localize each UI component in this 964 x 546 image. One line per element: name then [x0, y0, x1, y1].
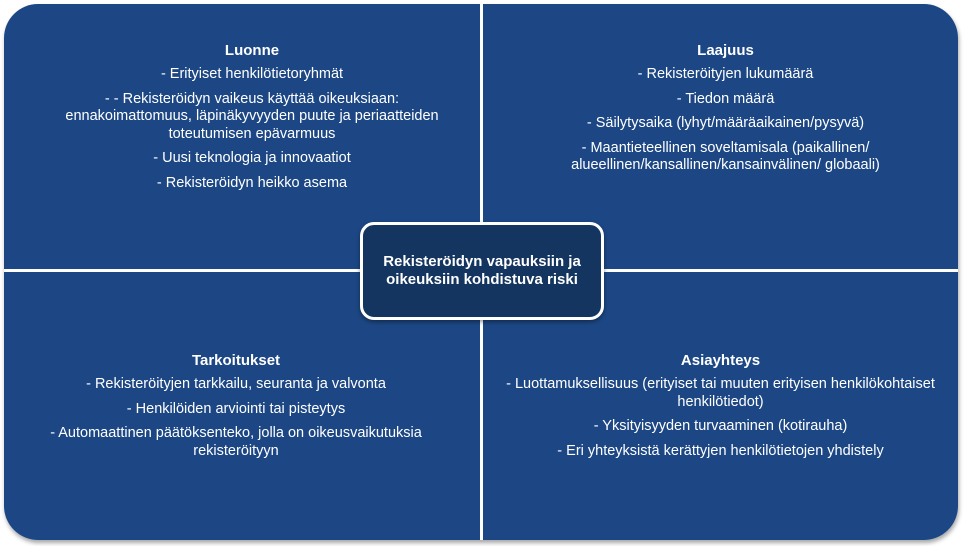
list-item: - Rekisteröidyn heikko asema	[156, 174, 348, 191]
quadrant-scope-title: Laajuus	[697, 42, 754, 59]
list-item: - Automaattinen päätöksenteko, jolla on oikeusvaikutuksia rekisteröityyn	[50, 425, 422, 459]
list-item: - Rekisteröityjen tarkkailu, seuranta ja valvonta	[86, 376, 386, 392]
list-item: - Tiedon määrä	[676, 90, 775, 107]
quadrant-purposes-title: Tarkoitukset	[191, 352, 281, 369]
quadrant-purposes-content	[12, 352, 460, 467]
list-item: - Luottamuksellisuus (erityiset tai muuten erityisen henkilökohtaiset henkilötiedot)	[506, 376, 935, 410]
quadrant-context-list	[503, 376, 938, 460]
list-item: - Henkilöiden arviointi tai pisteytys	[126, 400, 346, 417]
quadrant-scope-content	[523, 42, 928, 182]
quadrant-purposes-list	[12, 376, 460, 460]
quadrant-context-content	[503, 352, 938, 467]
center-risk-box	[360, 222, 604, 320]
list-item: - Uusi teknologia ja innovaatiot	[153, 150, 351, 166]
list-item: - Erityiset henkilötietoryhmät	[160, 66, 344, 82]
list-item: - Säilytysaika (lyhyt/määräaikainen/pysyvä)	[586, 115, 865, 131]
list-item: - Rekisteröityjen lukumäärä	[637, 66, 814, 82]
list-item: - Yksityisyyden turvaaminen (kotirauha)	[593, 418, 848, 434]
quadrant-nature-title: Luonne	[224, 42, 280, 59]
list-item: - Maantieteellinen soveltamisala (paikallinen/ alueellinen/kansallinen/kansainvälinen/ globaali)	[571, 139, 880, 173]
center-risk-label: Rekisteröidyn vapauksiin ja oikeuksiin kohdistuva riski	[383, 253, 581, 288]
quadrant-nature-content	[44, 42, 460, 199]
list-item: - - Rekisteröidyn vaikeus käyttää oikeuksiaan: ennakoimattomuus, läpinäkyvyyden puute ja periaatteiden toteutumisen epävarmuus	[65, 90, 439, 142]
quadrant-context-title: Asiayhteys	[680, 352, 761, 369]
list-item: - Eri yhteyksistä kerättyjen henkilötietojen yhdistely	[557, 442, 884, 459]
quadrant-scope-list	[523, 66, 928, 175]
quadrant-nature-list	[44, 66, 460, 192]
